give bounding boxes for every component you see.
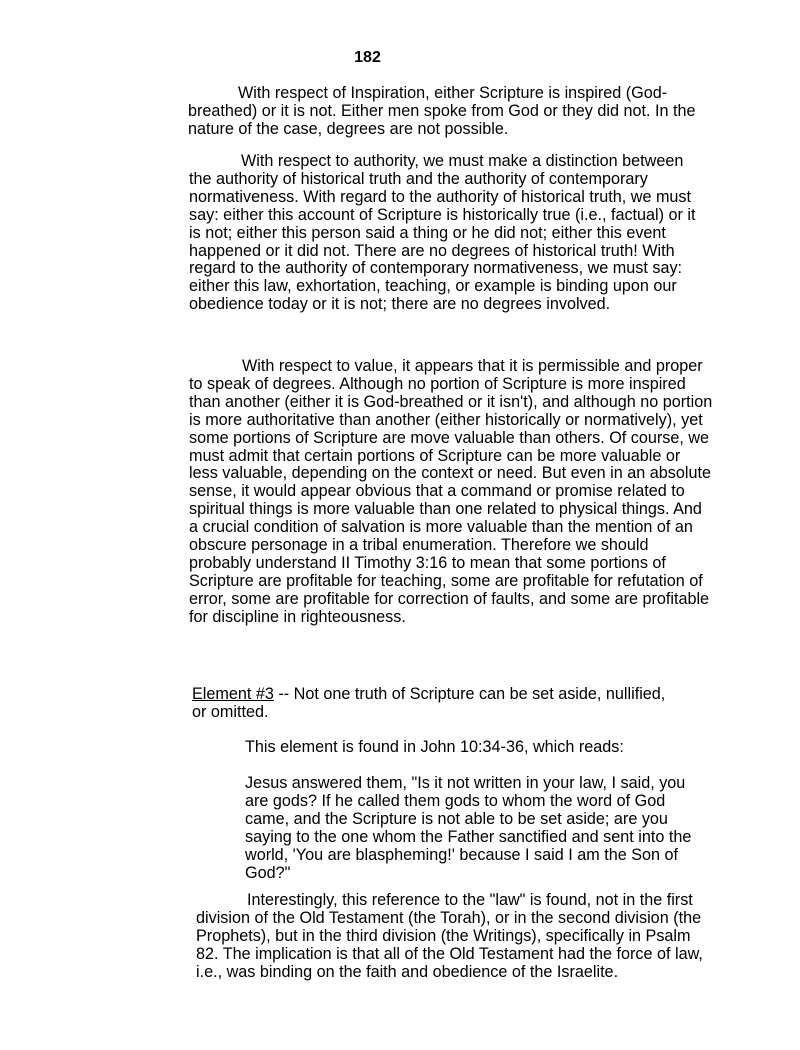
paragraph-intro: This element is found in John 10:34-36, which reads:: [245, 738, 624, 756]
paragraph-authority: With respect to authority, we must make a distinction between the authority of historical truth and the authority of contemporary normativeness. With regard to the authority of historical truth, we must say: either this account of Scripture is historically true (i.e., factual) or it is not; either this person said a thing or he did not; either this event happened or it did not. There are no degrees of historical truth! With regard to the authority of contemporary normativeness, we must say: either this law, exhortation, teaching, or example is binding upon our obedience today or it is not; there are no degrees involved.: [189, 152, 696, 314]
element-heading: [192, 686, 672, 722]
page-number: 182: [354, 49, 381, 66]
paragraph-value: With respect to value, it appears that it is permissible and proper to speak of degrees. Although no portion of Scripture is more inspired than another (either it is God-breathed or it isn't), and although no portion is more authoritative than another (either historically or normatively), yet some portions of Scripture are move valuable than others. Of course, we must admit that certain portions of Scripture can be more valuable or less valuable, depending on the context or need. But even in an absolute sense, it would appear obvious that a command or promise related to spiritual things is more valuable than one related to physical things. And a crucial condition of salvation is more valuable than the mention of an obscure personage in a tribal enumeration. Therefore we should probably understand II Timothy 3:16 to mean that some portions of Scripture are profitable for teaching, some are profitable for refutation of error, some are profitable for correction of faults, and some are profitable for discipline in righteousness.: [189, 357, 713, 626]
element-label: Element #3: [192, 685, 274, 703]
element-text: -- Not one truth of Scripture can be set aside, nullified, or omitted.: [192, 685, 666, 721]
paragraph-inspiration: With respect of Inspiration, either Scripture is inspired (God-breathed) or it is not. Either men spoke from God or they did not. In the nature of the case, degrees are not possible.: [188, 84, 696, 138]
paragraph-interestingly: Interestingly, this reference to the "law" is found, not in the first division of the Old Testament (the Torah), or in the second division (the Prophets), but in the third division (the Writings), specifically in Psalm 82. The implication is that all of the Old Testament had the force of law, i.e., was binding on the faith and obedience of the Israelite.: [196, 891, 703, 981]
block-quote: Jesus answered them, "Is it not written in your law, I said, you are gods? If he called them gods to whom the word of God came, and the Scripture is not able to be set aside; are you saying to the one whom the Father sanctified and sent into the world, 'You are blaspheming!' because I said I am the Son of God?": [245, 774, 692, 882]
